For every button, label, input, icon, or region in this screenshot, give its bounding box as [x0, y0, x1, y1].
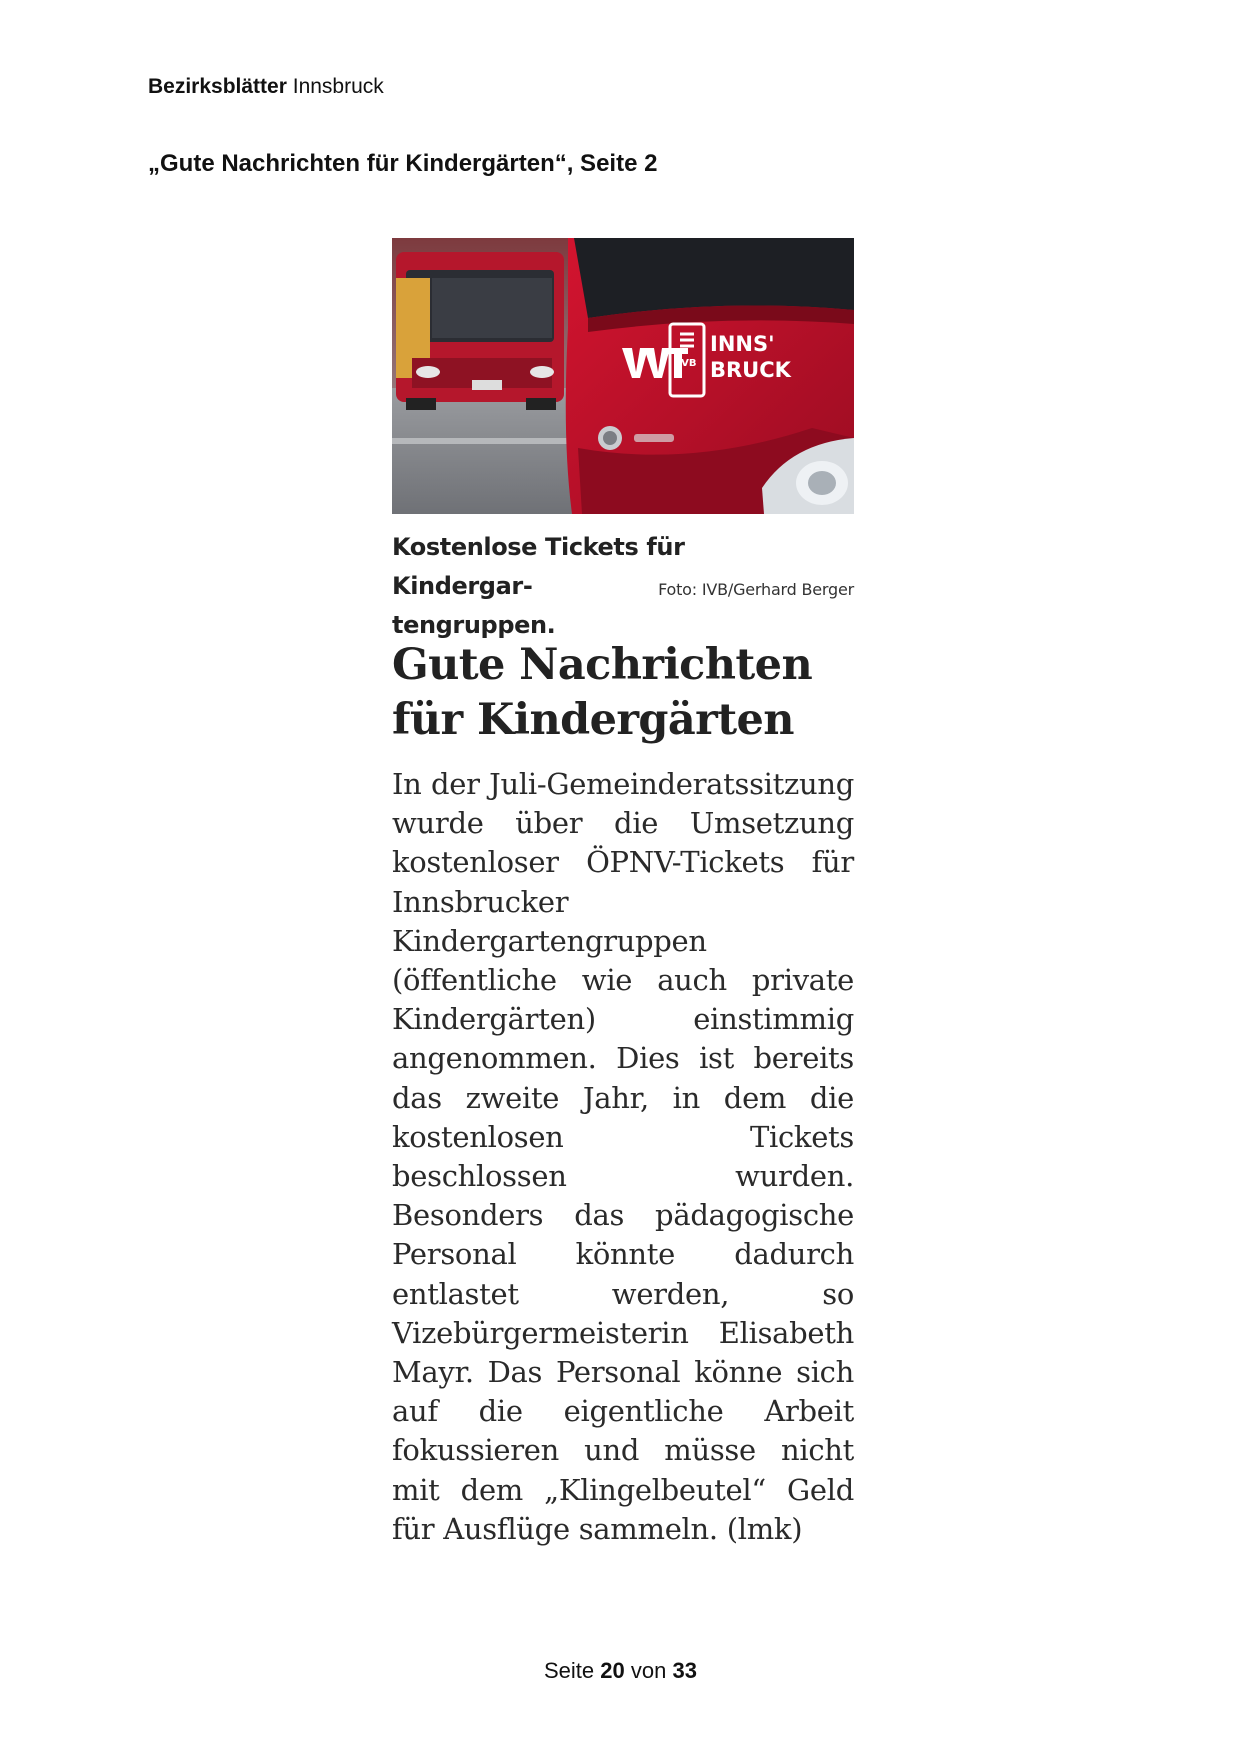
photo-caption-row [392, 528, 854, 639]
bus-photo [392, 238, 854, 514]
article-headline: Gute Nachrichten für Kindergärten [392, 640, 813, 745]
ivb-badge-text: IVB [677, 358, 697, 369]
publication-location: Innsbruck [292, 75, 384, 98]
publication-name: Bezirksblätter [148, 75, 287, 98]
total-pages-number: 33 [672, 1658, 697, 1683]
background-bus [396, 252, 564, 410]
current-page-number: 20 [600, 1658, 625, 1683]
footer-separator: von [630, 1658, 667, 1683]
photo-caption: Kostenlose Tickets für Kindergar- tengruppen. [392, 533, 685, 639]
page-footer [0, 1658, 1241, 1684]
article-body: In der Juli-Gemeinderatssitzung wurde über die Umsetzung kostenloser ÖPNV-Tickets für Innsbrucker Kindergartengruppen (öffentliche wie auch private Kindergärten) einstimmig angenommen. Dies ist bereits das zweite Jahr, in dem die kostenlosen Tickets beschlossen wurden. Besonders das pädagogische Personal könnte dadurch entlastet werden, so Vizebürgermeisterin Elisabeth Mayr. Das Personal könne sich auf die eigentliche Arbeit fokussieren und müsse nicht mit dem „Klingelbeutel“ Geld für Ausflüge sammeln. (lmk) [392, 767, 854, 1546]
header-source [148, 74, 384, 100]
photo-credit: Foto: IVB/Gerhard Berger [658, 580, 854, 599]
article-reference: „Gute Nachrichten für Kindergärten“, Seite 2 [148, 150, 658, 177]
logo-text-top: INNS' [710, 332, 775, 356]
footer-prefix: Seite [544, 1658, 595, 1683]
newspaper-clipping [392, 238, 854, 1549]
logo-text-bottom: BRUCK [710, 358, 791, 382]
